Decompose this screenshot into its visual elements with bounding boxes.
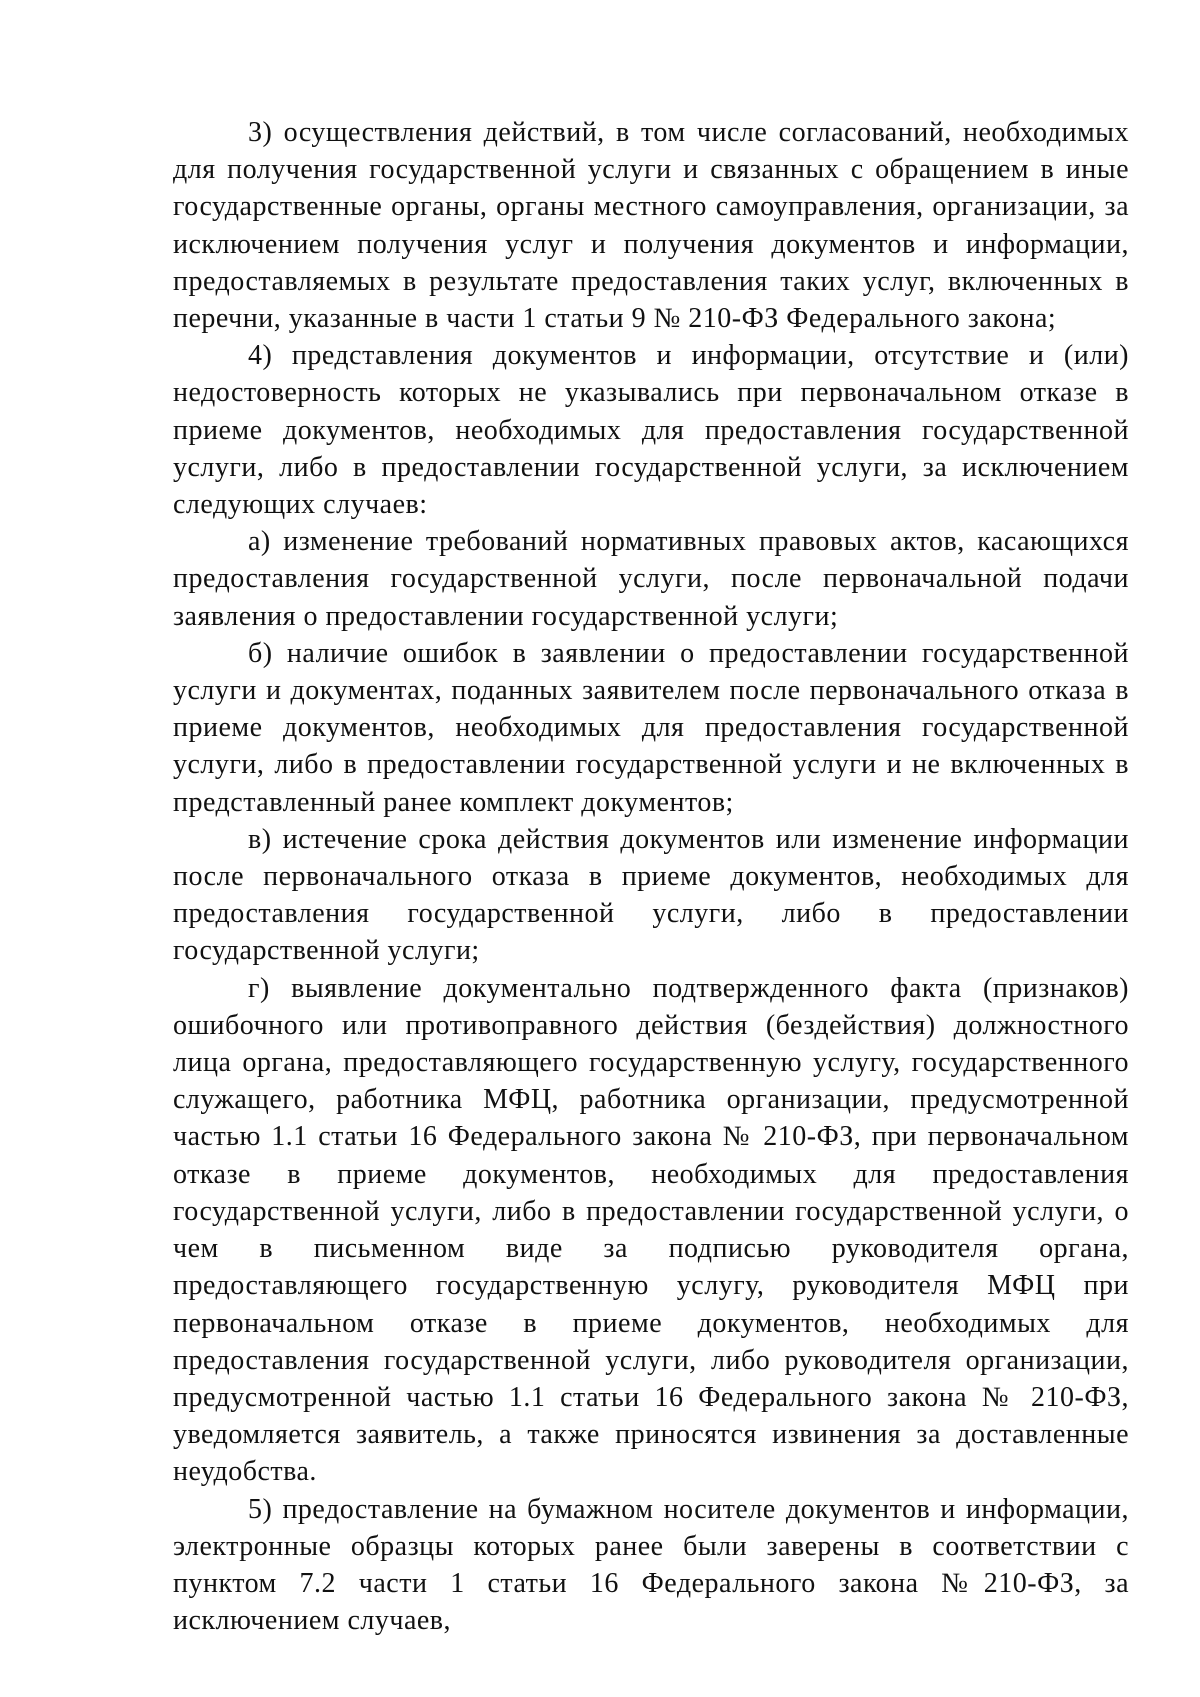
subclause-b-paragraph: б) наличие ошибок в заявлении о предоставлении государственной услуги и документах, поданных заявителем после первоначального отказа в приеме документов, необходимых для предоставления государственной услуги, либо в предоставлении государственной услуги и не включенных в представленный ранее комплект документов; — [173, 637, 1129, 818]
document-body — [173, 114, 1129, 1639]
subclause-a-paragraph: а) изменение требований нормативных правовых актов, касающихся предоставления государственной услуги, после первоначальной подачи заявления о предоставлении государственной услуги; — [173, 526, 1129, 632]
clause-5-paragraph: 5) предоставление на бумажном носителе документов и информации, электронные образцы которых ранее были заверены в соответствии с пунктом 7.2 части 1 статьи 16 Федерального закона №210-ФЗ, за исключением случаев, — [173, 1493, 1129, 1637]
clause-3-paragraph: 3) осуществления действий, в том числе согласований, необходимых для получения государственной услуги и связанных с обращением в иные государственные органы, органы местного самоуправления, организации, за исключением получения услуг и получения документов и информации, предоставляемых в результате предоставления таких услуг, включенных в перечни, указанные в части 1 статьи 9 № 210-ФЗ Федерального закона; — [173, 117, 1129, 335]
subclause-v-paragraph: в) истечение срока действия документов или изменение информации после первоначального отказа в приеме документов, необходимых для предоставления государственной услуги, либо в предоставлении государственной услуги; — [173, 823, 1129, 967]
subclause-g-paragraph: г) выявление документально подтвержденного факта (признаков) ошибочного или противоправного действия (бездействия) должностного лица органа, предоставляющего государственную услугу, государственного служащего, работника МФЦ, работника организации, предусмотренной частью 1.1 статьи 16 Федерального закона № 210-ФЗ, при первоначальном отказе в приеме документов, необходимых для предоставления государственной услуги, либо в предоставлении государственной услуги, о чем в письменном виде за подписью руководителя органа, предоставляющего государственную услугу, руководителя МФЦ при первоначальном отказе в приеме документов, необходимых для предоставления государственной услуги, либо руководителя организации, предусмотренной частью 1.1 статьи 16 Федерального закона № 210-ФЗ, уведомляется заявитель, а также приносятся извинения за доставленные неудобства. — [173, 972, 1129, 1488]
clause-4-paragraph: 4) представления документов и информации, отсутствие и (или) недостоверность которых не указывались при первоначальном отказе в приеме документов, необходимых для предоставления государственной услуги, либо в предоставлении государственной услуги, за исключением следующих случаев: — [173, 340, 1129, 521]
